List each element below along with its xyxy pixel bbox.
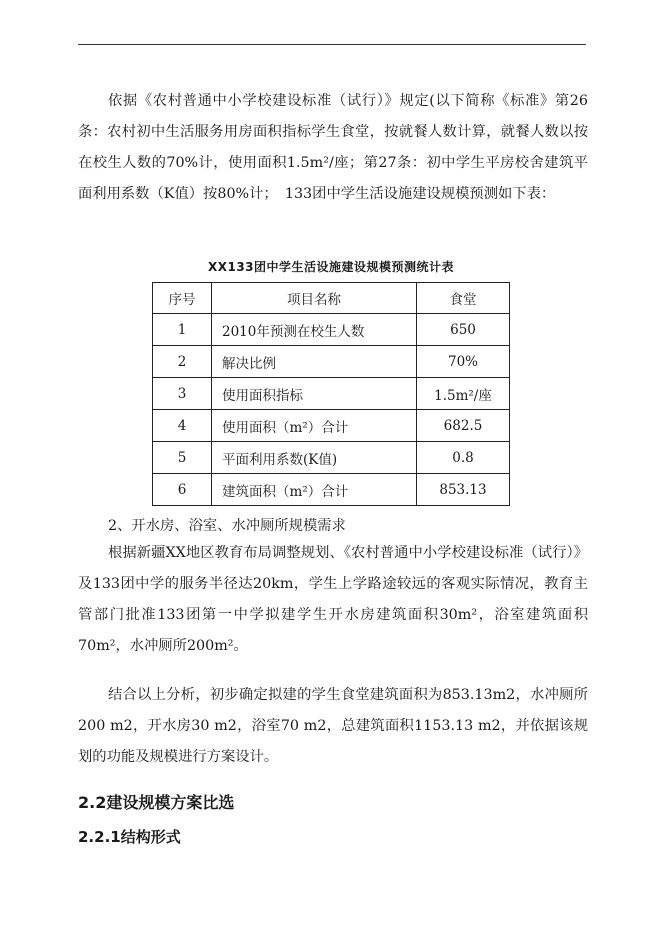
heading-2-2-1: 2.2.1结构形式 xyxy=(78,828,181,846)
cell-item: 2010年预测在校生人数 xyxy=(212,314,417,346)
cell-index: 5 xyxy=(153,442,212,474)
cell-index: 6 xyxy=(153,474,212,506)
cell-item: 使用面积指标 xyxy=(212,378,417,410)
cell-item: 使用面积（m²）合计 xyxy=(212,410,417,442)
cell-index: 2 xyxy=(153,346,212,378)
header-rule xyxy=(78,44,586,45)
cell-index: 4 xyxy=(153,410,212,442)
cell-index: 1 xyxy=(153,314,212,346)
intro-paragraph: 依据《农村普通中小学校建设标准（试行）》规定(以下简称《标准》第26条：农村初中生活服务用房面积指标学生食堂，按就餐人数计算，就餐人数以按在校生人数的70%计，使用面积1.5m²/座；第27条：初中学生平房校舍建筑平面利用系数（K值）按80%计； 133团中学生活设施建设规模预测如下表： xyxy=(78,93,588,202)
cell-value: 1.5m²/座 xyxy=(417,378,510,410)
cell-value: 853.13 xyxy=(417,474,510,506)
header-cell-canteen: 食堂 xyxy=(417,283,510,314)
table-row xyxy=(153,442,510,474)
section-2-paragraph: 根据新疆XX地区教育布局调整规划、《农村普通中小学校建设标准（试行）》及133团中学的服务半径达20km，学生上学路途较远的客观实际情况，教育主管部门批准133团第一中学拟建学生开水房建筑面积30m²，浴室建筑面积70m²，水冲厕所200m²。 xyxy=(78,545,588,654)
table-row xyxy=(153,378,510,410)
header-cell-item: 项目名称 xyxy=(212,283,417,314)
cell-index: 3 xyxy=(153,378,212,410)
table-caption: XX133团中学生活设施建设规模预测统计表 xyxy=(207,260,455,274)
cell-value: 682.5 xyxy=(417,410,510,442)
table-header-row xyxy=(153,283,510,314)
cell-value: 0.8 xyxy=(417,442,510,474)
header-cell-index: 序号 xyxy=(153,283,212,314)
cell-value: 70% xyxy=(417,346,510,378)
conclusion-paragraph: 结合以上分析，初步确定拟建的学生食堂建筑面积为853.13m2，水冲厕所200 m2，开水房30 m2，浴室70 m2，总建筑面积1153.13 m2，并依据该规划的功能及规模进行方案设计。 xyxy=(78,687,588,765)
table-row xyxy=(153,346,510,378)
cell-item: 平面利用系数(K值) xyxy=(212,442,417,474)
section-2-title: 2、开水房、浴室、水冲厕所规模需求 xyxy=(108,518,346,534)
stats-table xyxy=(152,282,510,506)
table-row xyxy=(153,474,510,506)
cell-item: 建筑面积（m²）合计 xyxy=(212,474,417,506)
heading-2-2: 2.2建设规模方案比选 xyxy=(78,793,235,812)
cell-value: 650 xyxy=(417,314,510,346)
cell-item: 解决比例 xyxy=(212,346,417,378)
table-row xyxy=(153,410,510,442)
table-row xyxy=(153,314,510,346)
